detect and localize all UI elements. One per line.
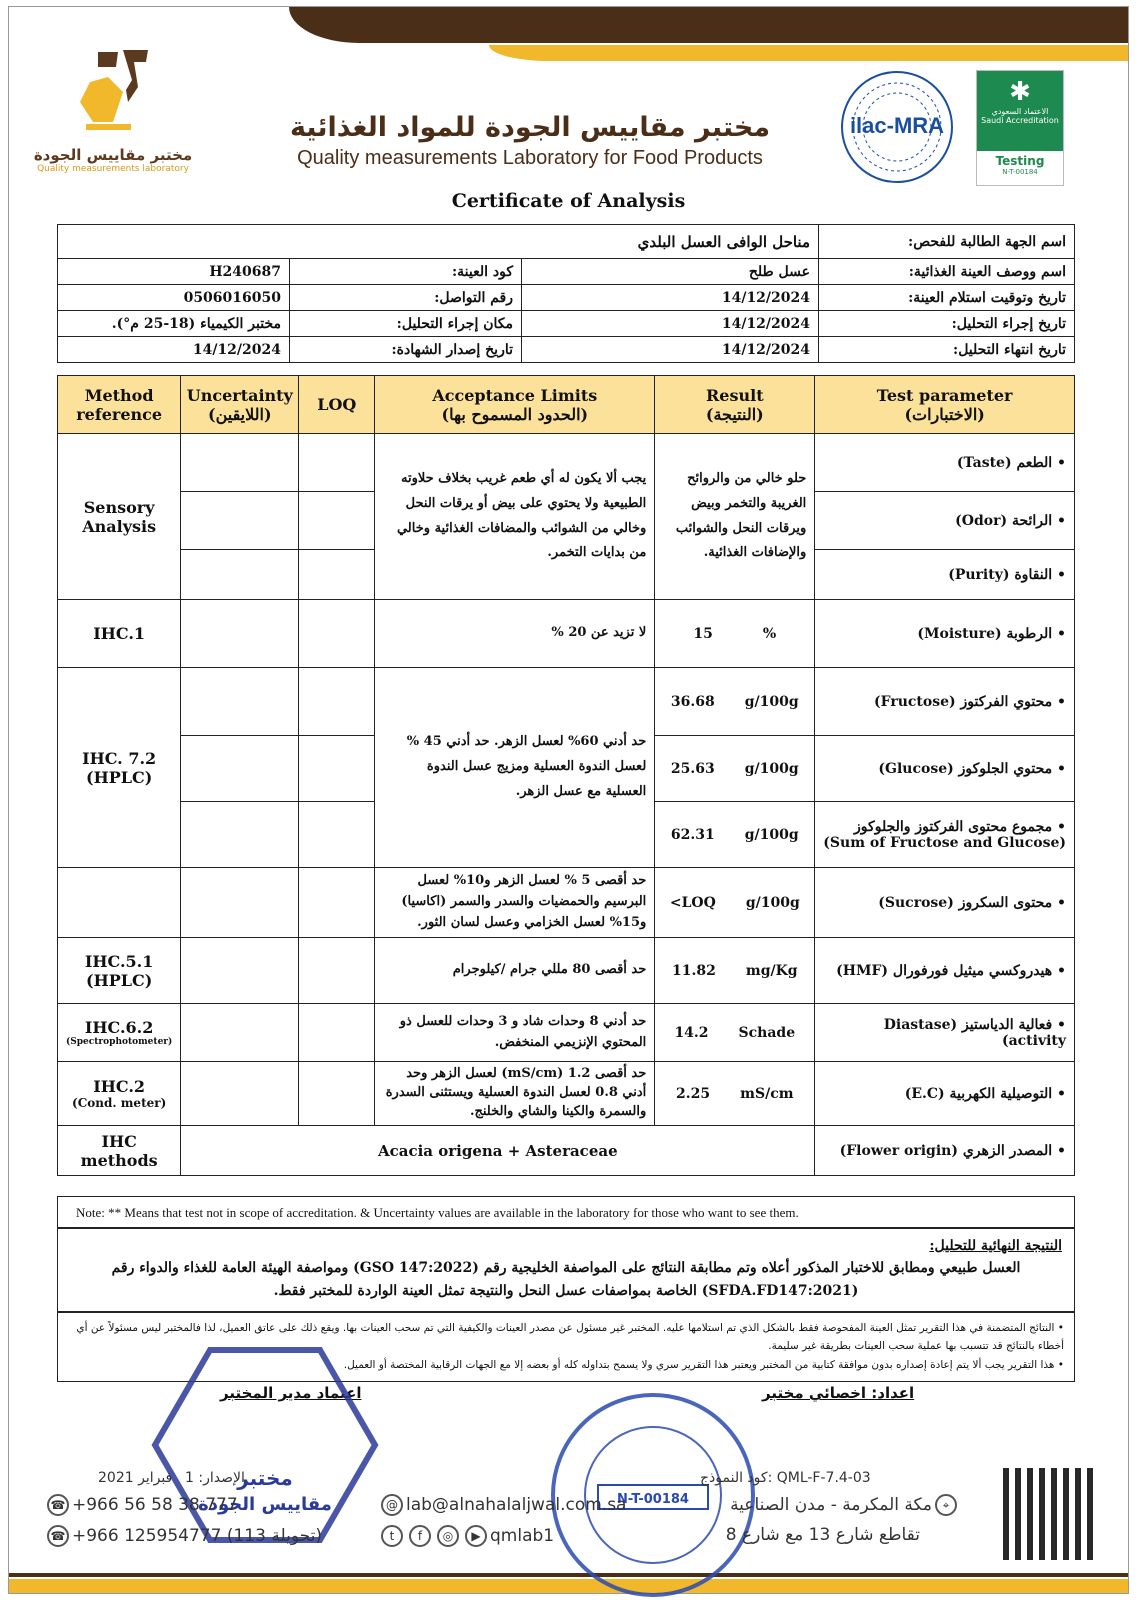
ec-method (58, 1062, 181, 1126)
results-table (57, 375, 1075, 1176)
final-result-text: العسل طبيعي ومطابق للاختبار المذكور أعلاه وتم مطابقة النتائج على المواصفة الخليجية رقم (GSO 147:2022) ومواصفة الهيئة العامة للغذاء والدواء رقم (SFDA.FD147:2021) الخاصة بمواصفات عسل النحل والنتيجة تمثل العينة الواردة للمختبر فقط. (111, 1260, 1021, 1299)
youtube-icon[interactable]: ▶ (465, 1525, 487, 1547)
lab-title (270, 112, 790, 170)
fg-method-technique: (HPLC) (86, 767, 153, 787)
requester-value: مناحل الوافى العسل البلدي (58, 225, 819, 259)
final-result-title: النتيجة النهائية للتحليل: (929, 1238, 1062, 1254)
sum-value: 62.31 (670, 826, 715, 843)
top-gold-band (489, 45, 1129, 61)
hmf-value: 11.82 (672, 962, 716, 979)
cell-empty (181, 802, 299, 868)
phone-2-text: +966 125954777 (تحويلة 113) (72, 1526, 322, 1546)
cell-empty (299, 802, 375, 868)
param-flower: • المصدر الزهري (Flower origin) (815, 1126, 1075, 1176)
prepared-by: اعداد: اخصائي مختبر (762, 1384, 915, 1402)
cell-empty (181, 938, 299, 1004)
contact-value: 0506016050 (58, 285, 290, 311)
header-parameter-ar: (الاختبارات) (904, 404, 985, 424)
social-handle[interactable]: qmlab1 (490, 1526, 555, 1546)
place-label: مكان إجراء التحليل: (290, 311, 522, 337)
sac-arabic: الاعتماد السعودي (991, 107, 1049, 116)
address-line-2: تقاطع شارع 13 مع شارع 8 (725, 1525, 920, 1545)
param-ec: • التوصيلية الكهربية (E.C) (815, 1062, 1075, 1126)
cell-empty (299, 868, 375, 938)
stamp-line-1: مختبر (237, 1466, 293, 1490)
param-ec-label: التوصيلية الكهربية (E.C) (904, 1085, 1053, 1102)
header-acceptance-en: Acceptance Limits (432, 385, 598, 405)
cell-empty (181, 868, 299, 938)
header-parameter (815, 376, 1075, 434)
fg-method-code: IHC. 7.2 (82, 748, 157, 768)
header-acceptance (375, 376, 655, 434)
glucose-value: 25.63 (670, 760, 715, 777)
sensory-method: Sensory Analysis (58, 434, 181, 600)
address-line-1-text: مكة المكرمة - مدن الصناعية (730, 1495, 932, 1515)
sucrose-unit: g/100g (745, 894, 800, 911)
place-value: مختبر الكيمياء (18-25 م°). (58, 311, 290, 337)
fructose-result (655, 668, 815, 736)
header-uncertainty-en: Uncertainty (186, 385, 293, 405)
contact-label: رقم التواصل: (290, 285, 522, 311)
param-hmf: • هيدروكسي ميثيل فورفورال (HMF) (815, 938, 1075, 1004)
diastase-method-technique: (Spectrophotometer) (66, 1037, 173, 1047)
sample-desc-label: اسم ووصف العينة الغذائية: (819, 259, 1075, 285)
sum-result (655, 802, 815, 868)
phone-icon: ☎ (47, 1494, 69, 1516)
param-glucose-label: محتوي الجلوكوز (Glucose) (878, 760, 1053, 777)
sum-unit: g/100g (744, 826, 799, 843)
cell-empty (299, 1062, 375, 1126)
disclaimer-text-1: النتائج المتضمنة في هذا التقرير تمثل العينة المفحوصة فقط بالشكل الذي تم استلامها عليه. المختبر غير مسئول عن مصدر العينات والكيفية التي تم سحب العينات بها. ويقع ذلك على عاتق العميل، لذا فالمختبر ليس مسئولاً عن أي أخطاء بالنتائج قد تتسبب بها عملية سحب العينات بطريقة غير سليمة. (76, 1322, 1064, 1353)
header-result (655, 376, 815, 434)
address-line-1 (690, 1494, 960, 1516)
header-uncertainty (181, 376, 299, 434)
palm-icon: ✱ (1009, 77, 1031, 107)
header-uncertainty-ar: (اللايقين) (208, 404, 272, 424)
requester-label: اسم الجهة الطالبة للفحص: (819, 225, 1075, 259)
param-sum-en: (Sum of Fructose and Glucose) (823, 834, 1066, 851)
sac-code: N-T-00184 (1002, 168, 1038, 176)
moisture-unit: % (762, 625, 777, 642)
diastase-value: 14.2 (674, 1024, 709, 1041)
param-glucose: • محتوي الجلوكوز (Glucose) (815, 736, 1075, 802)
sucrose-method (58, 868, 181, 938)
form-code: كود النموذج: QML-F-7.4-03 (700, 1470, 871, 1486)
cell-empty (181, 1062, 299, 1126)
sucrose-limit: حد أقصى 5 % لعسل الزهر و10% لعسل البرسيم والحمضيات والسدر والسمر (اكاسيا) و15% لعسل الخزامي وعسل لسان الثور. (375, 868, 655, 938)
fg-method (58, 668, 181, 868)
email-text[interactable]: lab@alnahalaljwal.com.sa (406, 1495, 627, 1515)
fg-limit: حد أدني 60% لعسل الزهر. حد أدني 45 % لعسل الندوة العسلية ومزيج عسل الندوة العسلية مع عسل الزهر. (375, 668, 655, 868)
phone-2 (44, 1525, 322, 1547)
twitter-icon[interactable]: t (381, 1525, 403, 1547)
moisture-value: 15 (693, 625, 713, 642)
header-result-ar: (النتيجة) (705, 404, 764, 424)
stamp-code: N-T-00184 (617, 1492, 689, 1507)
accreditation-note: Note: ** Means that test not in scope of accreditation. & Uncertainty values are available in the laboratory for those who want to see them. (57, 1196, 1075, 1228)
issue-date-label: تاريخ إصدار الشهادة: (290, 337, 522, 363)
receipt-label: تاريخ وتوقيت استلام العينة: (819, 285, 1075, 311)
phone-icon: ☎ (47, 1525, 69, 1547)
cell-empty (299, 550, 375, 600)
param-diastase: • فعالية الدياستيز (Diastase activity) (815, 1004, 1075, 1062)
disclaimer-item: • هذا التقرير يجب ألا يتم إعادة إصداره بدون موافقة كتابية من المختبر ويعتبر هذا التقرير سري ولا يسمح بتداوله كله أو بعضه إلا مع الجهات الرقابية المختصة أو العميل. (343, 1358, 1064, 1371)
disclaimer-item: • النتائج المتضمنة في هذا التقرير تمثل العينة المفحوصة فقط بالشكل الذي تم استلامها عليه. المختبر غير مسئول عن مصدر العينات والكيفية التي تم سحب العينات بها. ويقع ذلك على عاتق العميل، لذا فالمختبر ليس مسئولاً عن أي أخطاء بالنتائج قد تتسبب بها عملية سحب العينات بطريقة غير سليمة. (76, 1322, 1064, 1353)
ec-value: 2.25 (676, 1085, 711, 1102)
ec-result (655, 1062, 815, 1126)
hmf-method (58, 938, 181, 1004)
cell-empty (181, 600, 299, 668)
diastase-limit: حد أدني 8 وحدات شاد و 3 وحدات للعسل ذو المحتوي الإنزيمي المنخفض. (375, 1004, 655, 1062)
param-sum-ar: مجموع محتوى الفركتوز والجلوكوز (854, 818, 1053, 835)
cell-empty (299, 736, 375, 802)
diastase-method-code: IHC.6.2 (84, 1018, 154, 1037)
hmf-limit: حد أقصى 80 مللي جرام /كيلوجرام (375, 938, 655, 1004)
approved-by: اعتماد مدير المختبر (220, 1384, 362, 1402)
param-hmf-label: هيدروكسي ميثيل فورفورال (HMF) (836, 962, 1053, 979)
hmf-method-code: IHC.5.1 (84, 951, 154, 971)
param-purity: • النقاوة (Purity) (815, 550, 1075, 600)
sample-info-table (57, 224, 1075, 363)
sac-english: Saudi Accreditation (981, 116, 1059, 125)
final-result (57, 1228, 1075, 1312)
social[interactable] (378, 1525, 554, 1547)
cell-empty (299, 938, 375, 1004)
saudi-accreditation-logo (976, 70, 1064, 186)
sucrose-result (655, 868, 815, 938)
cell-empty (299, 434, 375, 492)
ec-limit: حد أقصى 1.2 (mS/cm) لعسل الزهر وحد أدني 0.8 لعسل الندوة العسلية ويستثنى السدرة والسمرة والكينا والشاي والخلنج. (375, 1062, 655, 1126)
lab-title-arabic: مختبر مقاييس الجودة للمواد الغذائية (289, 112, 771, 143)
lab-logo (28, 42, 198, 182)
logo-arabic-name: مختبر مقاييس الجودة (33, 146, 193, 164)
issue-number: الإصدار: 1 (185, 1470, 245, 1486)
param-fructose: • محتوي الفركتوز (Fructose) (815, 668, 1075, 736)
disclaimer-text-2: هذا التقرير يجب ألا يتم إعادة إصداره بدون موافقة كتابية من المختبر ويعتبر هذا التقرير سري ولا يسمح بتداوله كله أو بعضه إلا مع الجهات الرقابية المختصة أو العميل. (343, 1358, 1055, 1371)
analysis-date-label: تاريخ إجراء التحليل: (819, 311, 1075, 337)
analysis-date-value: 14/12/2024 (522, 311, 819, 337)
cell-empty (181, 1004, 299, 1062)
qr-code[interactable] (1003, 1468, 1095, 1560)
sucrose-value: <LOQ (669, 894, 716, 911)
param-sucrose: • محتوى السكروز (Sucrose) (815, 868, 1075, 938)
moisture-method: IHC.1 (58, 600, 181, 668)
ec-method-code: IHC.2 (93, 1077, 146, 1096)
logo-english-name: Quality measurements laboratory (37, 164, 189, 174)
facebook-icon[interactable]: f (409, 1525, 431, 1547)
moisture-limit: لا تزيد عن 20 % (375, 600, 655, 668)
hmf-result (655, 938, 815, 1004)
hmf-method-technique: (HPLC) (86, 970, 153, 990)
certificate-title: Certificate of Analysis (451, 190, 686, 212)
cell-empty (181, 668, 299, 736)
top-brown-band (289, 7, 1129, 43)
ilac-mra-logo (840, 70, 955, 185)
cell-empty (181, 736, 299, 802)
email[interactable] (378, 1494, 626, 1516)
header-acceptance-ar: (الحدود المسموح بها) (441, 404, 589, 424)
hmf-unit: mg/Kg (745, 962, 798, 979)
param-diastase-label: فعالية الدياستيز (Diastase activity) (883, 1016, 1066, 1049)
sample-code-value: H240687 (58, 259, 290, 285)
end-date-label: تاريخ انتهاء التحليل: (819, 337, 1075, 363)
fructose-unit: g/100g (744, 693, 799, 710)
ec-method-technique: (Cond. meter) (72, 1096, 167, 1110)
cell-empty (299, 600, 375, 668)
header-loq: LOQ (299, 376, 375, 434)
param-moisture: • الرطوبة (Moisture) (815, 600, 1075, 668)
glucose-result (655, 736, 815, 802)
diastase-unit: Schade (738, 1024, 796, 1041)
end-date-value: 14/12/2024 (522, 337, 819, 363)
cell-empty (299, 1004, 375, 1062)
cell-empty (181, 434, 299, 492)
cell-empty (181, 492, 299, 550)
phone-1 (44, 1494, 238, 1516)
param-moisture-label: الرطوبة (Moisture) (917, 625, 1053, 642)
issue-date: فبراير 2021 (98, 1470, 173, 1486)
cell-empty (181, 550, 299, 600)
sensory-result: حلو خالي من والروائح الغريبة والتخمر وبيض ويرقات النحل والشوائب والإضافات الغذائية. (655, 434, 815, 600)
param-fructose-label: محتوي الفركتوز (Fructose) (874, 693, 1053, 710)
header-parameter-en: Test parameter (876, 385, 1013, 405)
moisture-result (655, 600, 815, 668)
sac-testing: Testing (995, 154, 1045, 168)
receipt-value: 14/12/2024 (522, 285, 819, 311)
param-sucrose-label: محتوى السكروز (Sucrose) (878, 894, 1053, 911)
param-taste-label: الطعم (Taste) (956, 454, 1053, 471)
sample-code-label: كود العينة: (290, 259, 522, 285)
param-odor: • الرائحة (Odor) (815, 492, 1075, 550)
lab-title-english: Quality measurements Laboratory for Food Products (297, 147, 763, 169)
issue-date-value: 14/12/2024 (58, 337, 290, 363)
param-taste: • الطعم (Taste) (815, 434, 1075, 492)
flower-method: IHC methods (58, 1126, 181, 1176)
glucose-unit: g/100g (744, 760, 799, 777)
sensory-limit: يجب ألا يكون له أي طعم غريب بخلاف حلاوته الطبيعية ولا يحتوي على بيض أو يرقات النحل وخالي من الشوائب والمضافات الغذائية وخالي من بدايات التخمر. (375, 434, 655, 600)
header-method: Method reference (58, 376, 181, 434)
location-icon: ⌖ (935, 1494, 957, 1516)
header-result-en: Result (706, 385, 764, 405)
ilac-text: ilac-MRA (849, 113, 945, 138)
at-icon: @ (381, 1494, 403, 1516)
phone-1-text: +966 56 58 38 777 (72, 1495, 238, 1515)
cell-empty (299, 492, 375, 550)
flower-result: Acacia origena + Asteraceae (181, 1126, 815, 1176)
fructose-value: 36.68 (670, 693, 715, 710)
param-sum: • مجموع محتوى الفركتوز والجلوكوز (Sum of Fructose and Glucose) (815, 802, 1075, 868)
ec-unit: mS/cm (740, 1085, 794, 1102)
param-flower-label: المصدر الزهري (Flower origin) (839, 1142, 1053, 1159)
diastase-method (58, 1004, 181, 1062)
diastase-result (655, 1004, 815, 1062)
lab-logo-icon (68, 42, 158, 142)
param-purity-label: النقاوة (Purity) (948, 566, 1053, 583)
param-odor-label: الرائحة (Odor) (955, 512, 1053, 529)
sample-desc-value: عسل طلح (522, 259, 819, 285)
stamp-line-2: مقاييس الجودة (198, 1494, 332, 1515)
instagram-icon[interactable]: ◎ (437, 1525, 459, 1547)
cell-empty (299, 668, 375, 736)
